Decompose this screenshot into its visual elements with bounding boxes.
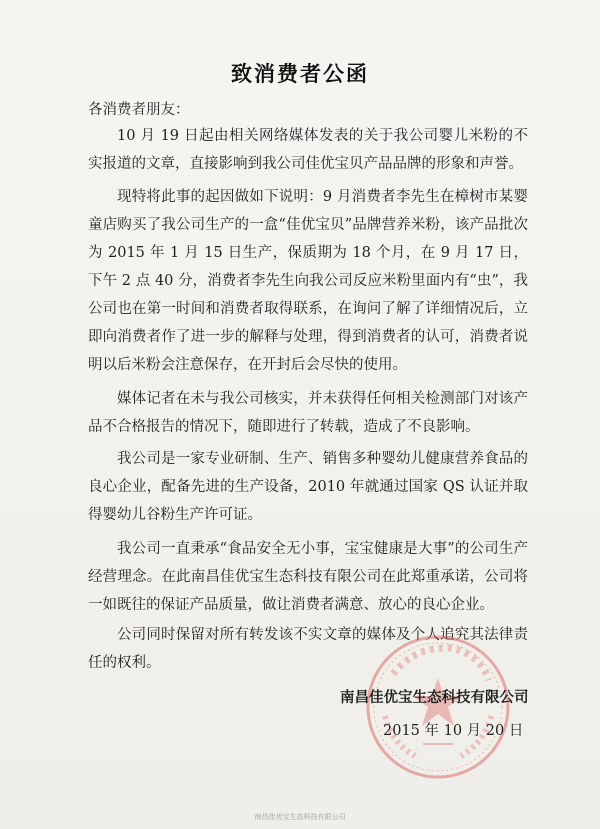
paragraph-2: 现特将此事的起因做如下说明：9 月消费者李先生在樟树市某婴童店购买了我公司生产的一盒“佳优宝贝”品牌营养米粉，该产品批次为 2015 年 1 月 15 日生产，保质期为 18 个月，在 9 月 17 日，下午 2 点 40 分，消费者李先生向我公司反应米粉里面内有“虫”，我公司也在第一时间和消费者取得联系，在询问了解了详细情况后，立即向消费者作了进一步的解释与处理，得到消费者的认可，消费者说明以后米粉会注意保存，在开封后会尽快的使用。 — [88, 189, 528, 373]
paragraph-5: 我公司一直秉承“食品安全无小事，宝宝健康是大事”的公司生产经营理念。在此南昌佳优宝生态科技有限公司在此郑重承诺，公司将一如既往的保证产品质量，做让消费者满意、放心的良心企业。 — [88, 541, 528, 613]
letter-title: 致消费者公函 — [231, 61, 369, 86]
paragraph-6: 公司同时保留对所有转发该不实文章的媒体及个人追究其法律责任的权利。 — [88, 627, 528, 671]
signature-date: 2015 年 10 月 20 日 — [383, 723, 524, 739]
paragraph-1: 10 月 19 日起由相关网络媒体发表的关于我公司婴儿米粉的不实报道的文章，直接影响到我公司佳优宝贝产品品牌的形象和声誉。 — [88, 128, 528, 172]
paragraph-3: 媒体记者在未与我公司核实，并未获得任何相关检测部门对该产品不合格报告的情况下，随即进行了转载，造成了不良影响。 — [88, 391, 528, 435]
paragraph-4: 我公司是一家专业研制、生产、销售多种婴幼儿健康营养食品的良心企业，配备先进的生产设备，2010 年就通过国家 QS 认证并取得婴幼儿谷粉生产许可证。 — [88, 451, 528, 523]
footer-watermark-note: 南昌佳优宝生态科技有限公司 — [254, 813, 346, 821]
signature-company: 南昌佳优宝生态科技有限公司 — [340, 689, 529, 706]
salutation: 各消费者朋友： — [88, 102, 190, 118]
